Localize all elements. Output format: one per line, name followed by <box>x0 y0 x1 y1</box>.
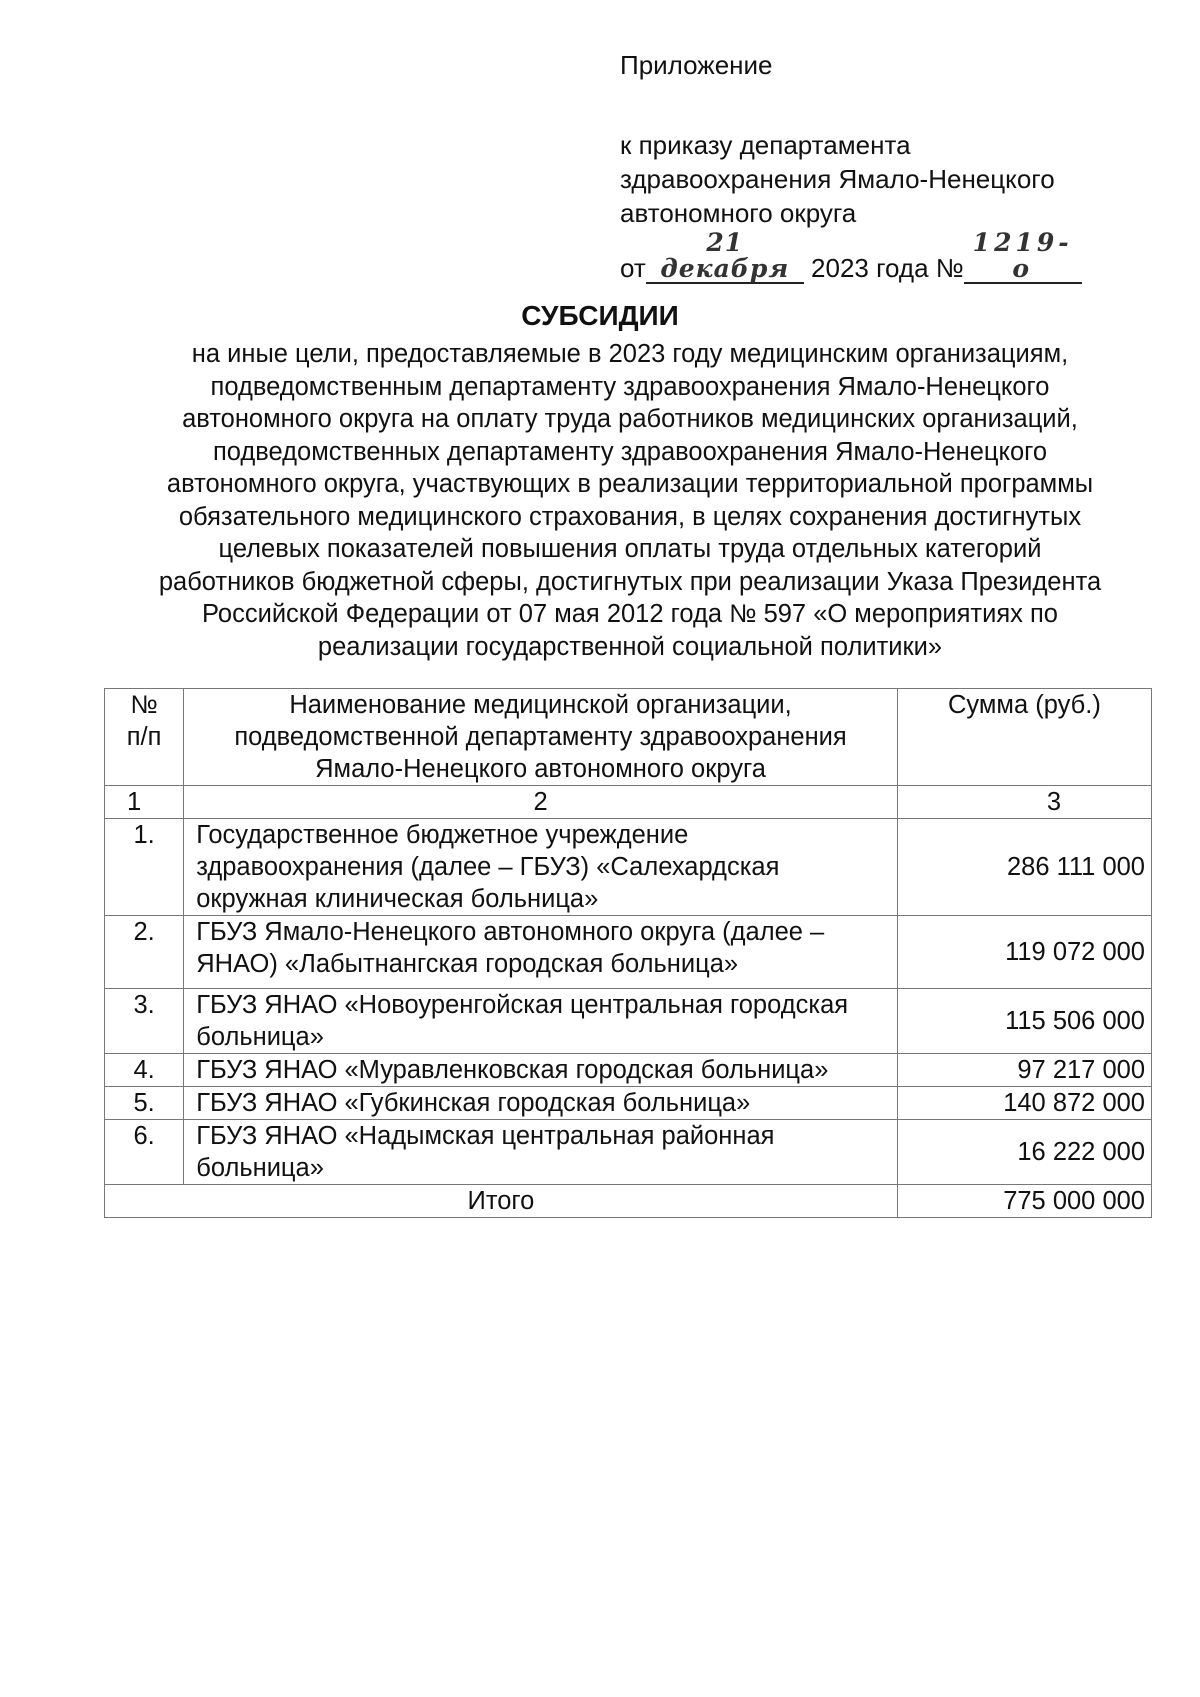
header-num-line: № <box>130 691 158 719</box>
document-title: СУБСИДИИ <box>521 300 679 331</box>
row-num: 4. <box>105 1054 184 1087</box>
appendix-title: Приложение <box>620 50 773 80</box>
row-num: 3. <box>105 989 184 1054</box>
row-name <box>184 819 898 916</box>
appendix-line-3: автономного округа <box>620 198 857 228</box>
row-sum: 115 506 000 <box>897 989 1151 1054</box>
subtitle-line: целевых показателей повышения оплаты труда отдельных категорий <box>218 535 1042 563</box>
total-sum: 775 000 000 <box>897 1185 1151 1218</box>
column-number: 3 <box>897 786 1151 819</box>
header-num <box>105 689 184 786</box>
row-name: ГБУЗ ЯНАО «Губкинская городская больница» <box>184 1087 898 1120</box>
row-sum: 140 872 000 <box>897 1087 1151 1120</box>
total-row <box>105 1185 1152 1218</box>
row-name <box>184 916 898 989</box>
subtitle-line: Российской Федерации от 07 мая 2012 года № 597 «О мероприятиях по <box>202 600 1058 628</box>
document-subtitle <box>100 338 1160 663</box>
column-number: 2 <box>184 786 898 819</box>
header-sum: Сумма (руб.) <box>897 689 1151 786</box>
subtitle-line: работников бюджетной сферы, достигнутых при реализации Указа Президента <box>158 567 1102 596</box>
row-name-line: больница» <box>196 1154 324 1182</box>
date-prefix: от <box>620 253 646 283</box>
subsidies-table <box>104 688 1152 1218</box>
row-name <box>184 989 898 1054</box>
header-name-line: Наименование медицинской организации, <box>289 691 792 719</box>
table-row <box>105 1087 1152 1120</box>
column-number-row <box>105 786 1152 819</box>
header-name <box>184 689 898 786</box>
header-name-line: Ямало-Ненецкого автономного округа <box>315 755 766 783</box>
row-name-line: окружная клиническая больница» <box>196 885 599 913</box>
row-num: 2. <box>105 916 184 989</box>
table-row <box>105 1054 1152 1087</box>
subtitle-line: подведомственных департаменту здравоохранения Ямало-Ненецкого <box>212 437 1048 466</box>
row-name-line: ЯНАО) «Лабытнангская городская больница» <box>196 950 739 978</box>
subtitle-line: подведомственным департаменту здравоохранения Ямало-Ненецкого <box>210 372 1050 401</box>
table-row <box>105 989 1152 1054</box>
row-name-line: больница» <box>196 1023 324 1051</box>
row-sum: 286 111 000 <box>897 819 1151 916</box>
subtitle-line: автономного округа, участвующих в реализации территориальной программы <box>166 470 1094 498</box>
row-num: 1. <box>105 819 184 916</box>
appendix-line-1: к приказу департамента <box>620 130 911 160</box>
row-num: 6. <box>105 1120 184 1185</box>
handwritten-order-number: 1219-о <box>964 230 1082 284</box>
table-row <box>105 916 1152 989</box>
subtitle-line: обязательного медицинского страхования, в целях сохранения достигнутых <box>178 502 1082 531</box>
table-row <box>105 819 1152 916</box>
row-name <box>184 1120 898 1185</box>
row-name-line: Государственное бюджетное учреждение <box>196 821 689 849</box>
appendix-block <box>620 48 1082 285</box>
appendix-date-line <box>620 230 1082 285</box>
row-name: ГБУЗ ЯНАО «Муравленковская городская больница» <box>184 1054 898 1087</box>
row-sum: 16 222 000 <box>897 1120 1151 1185</box>
subtitle-line: на иные цели, предоставляемые в 2023 году медицинским организациям, <box>191 340 1069 368</box>
row-sum: 97 217 000 <box>897 1054 1151 1087</box>
table-row <box>105 1120 1152 1185</box>
row-name-line: ГБУЗ ЯНАО «Новоуренгойская центральная городская <box>196 991 849 1019</box>
row-name-line: ГБУЗ ЯНАО «Надымская центральная районная <box>196 1122 775 1150</box>
appendix-line-2: здравоохранения Ямало-Ненецкого <box>620 164 1055 194</box>
subtitle-line: реализации государственной социальной политики» <box>317 632 943 661</box>
table-header-row <box>105 689 1152 786</box>
row-num: 5. <box>105 1087 184 1120</box>
header-num-line: п/п <box>126 723 162 751</box>
row-name-line: здравоохранения (далее – ГБУЗ) «Салехардская <box>196 853 780 881</box>
subtitle-line: автономного округа на оплату труда работников медицинских организаций, <box>182 405 1078 433</box>
row-sum: 119 072 000 <box>897 916 1151 989</box>
row-name-line: ГБУЗ Ямало-Ненецкого автономного округа (далее – <box>196 918 825 946</box>
column-number: 1 <box>105 786 184 819</box>
year-text: 2023 года № <box>811 253 964 283</box>
total-label: Итого <box>105 1185 898 1218</box>
header-name-line: подведомственной департаменту здравоохранения <box>234 723 847 751</box>
handwritten-date: 21 декабря <box>646 230 804 284</box>
